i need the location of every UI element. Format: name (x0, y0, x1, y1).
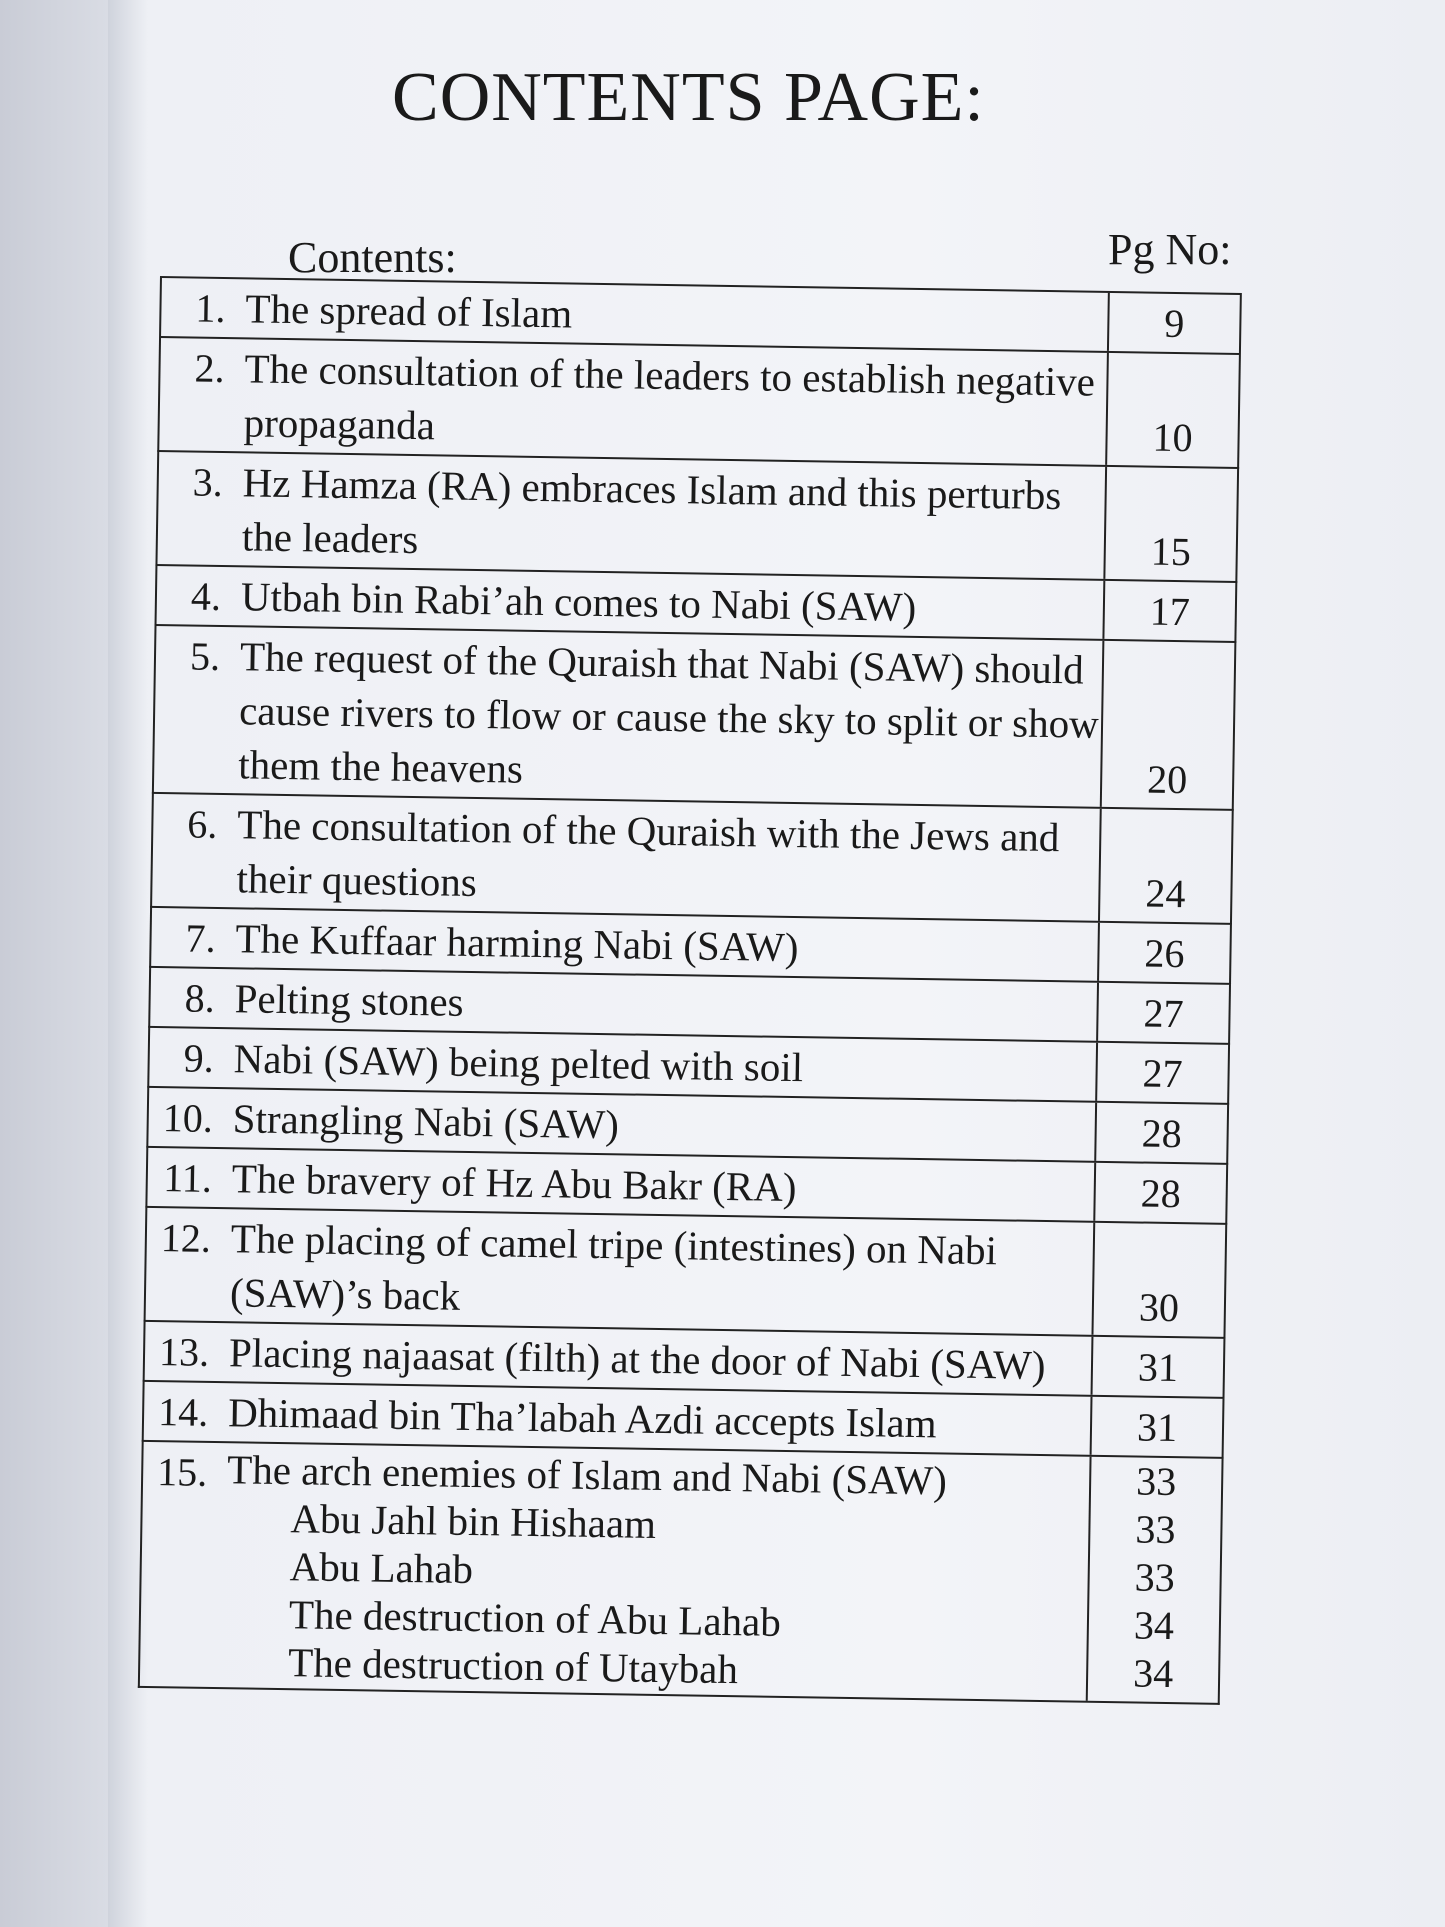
entry-page (1100, 641, 1235, 809)
entry-page (1091, 1337, 1224, 1397)
sub-entry-title: Abu Lahab (289, 1543, 474, 1593)
entry-title: Nabi (SAW) being pelted with soil (233, 1035, 804, 1091)
entry-page (1093, 1163, 1226, 1223)
entry-page (1096, 983, 1229, 1043)
entry-number: 12. (160, 1215, 212, 1261)
book-spine (0, 0, 108, 1927)
page-number-column-label: Pg No: (1108, 225, 1232, 274)
entry-number: 3. (192, 459, 224, 506)
entry-title: The Kuffaar harming Nabi (SAW) (235, 915, 799, 971)
entry-number: 13. (158, 1329, 210, 1375)
sub-entry-page: 33 (1135, 1506, 1176, 1553)
sub-entry-page: 33 (1134, 1554, 1176, 1601)
entry-number: 14. (157, 1389, 209, 1435)
entry-page-column (1086, 1457, 1222, 1703)
contents-column-label: Contents: (288, 233, 457, 282)
entry-title: Strangling Nabi (SAW) (232, 1095, 620, 1148)
entry-page-value: 26 (1144, 930, 1185, 977)
entry-page-value: 24 (1145, 870, 1186, 917)
entry-page-value: 31 (1136, 1404, 1178, 1451)
entry-title: The consultation of the leaders to establish negative propaganda (243, 345, 1096, 449)
table-row (150, 794, 1234, 925)
entry-page (1102, 581, 1235, 641)
entry-page-value: 28 (1140, 1170, 1182, 1217)
table-row (152, 626, 1237, 811)
table-row (144, 1208, 1228, 1339)
entry-title: Placing najaasat (filth) at the door of Nabi (SAW) (228, 1329, 1046, 1389)
entry-number: 15. (156, 1449, 208, 1495)
entry-page-value: 9 (1164, 300, 1185, 347)
entry-number: 8. (184, 975, 216, 1021)
table-row (155, 452, 1239, 583)
entry-number: 2. (194, 345, 225, 392)
entry-number: 4. (190, 573, 222, 619)
entry-page-value: 30 (1138, 1284, 1180, 1331)
entry-number: 5. (189, 633, 221, 679)
sub-entry-page: 34 (1132, 1650, 1174, 1697)
entry-page-value: 27 (1142, 1050, 1183, 1097)
entry-number: 11. (162, 1155, 213, 1201)
sub-entry-page: 34 (1133, 1602, 1175, 1649)
entry-title: The request of the Quraish that Nabi (SAW) should cause rivers to flow or cause the sky to split or show them the heavens (237, 633, 1100, 792)
entry-title: The arch enemies of Islam and Nabi (SAW) (226, 1446, 948, 1504)
entry-page (1097, 923, 1230, 983)
entry-page-value: 17 (1149, 588, 1191, 635)
entry-page (1094, 1103, 1227, 1163)
entry-title: Hz Hamza (RA) embraces Islam and this perturbs the leaders (241, 459, 1062, 563)
sub-entry-title: The destruction of Utaybah (287, 1639, 739, 1693)
entry-page (1090, 1397, 1223, 1457)
table-row (157, 338, 1241, 469)
entry-title: The consultation of the Quraish with the Jews and their questions (236, 801, 1060, 906)
entry-number: 9. (183, 1035, 215, 1081)
entry-page-value: 10 (1152, 414, 1193, 461)
entry-page-value: 28 (1141, 1110, 1183, 1157)
entry-page: 33 (1135, 1458, 1177, 1505)
entry-title: The bravery of Hz Abu Bakr (RA) (231, 1155, 797, 1211)
entry-number: 6. (187, 801, 218, 847)
contents-table (138, 276, 1242, 1705)
entry-number: 7. (185, 915, 216, 961)
entry-page-value: 27 (1143, 990, 1184, 1037)
entry-page (1098, 809, 1232, 923)
entry-page-value: 15 (1150, 528, 1192, 575)
entry-title: Dhimaad bin Tha’labah Azdi accepts Islam (227, 1389, 937, 1447)
entry-page (1105, 353, 1239, 467)
entry-page (1091, 1223, 1225, 1337)
entry-title: Pelting stones (234, 975, 464, 1025)
table-row (138, 1442, 1224, 1705)
entry-title: Utbah bin Rabi’ah comes to Nabi (SAW) (240, 573, 917, 630)
entry-page (1103, 467, 1237, 581)
entry-title: The placing of camel tripe (intestines) on Nabi (SAW)’s back (229, 1215, 998, 1319)
sub-entry-title: The destruction of Abu Lahab (288, 1591, 782, 1645)
sub-entry-title: Abu Jahl bin Hishaam (290, 1495, 657, 1547)
entry-page-value: 20 (1146, 756, 1188, 803)
page-title: CONTENTS PAGE: (392, 59, 985, 136)
entry-page (1095, 1043, 1228, 1103)
entry-page (1107, 293, 1240, 353)
entry-number: 10. (162, 1095, 214, 1141)
entry-page-value: 31 (1137, 1344, 1179, 1391)
entry-number: 1. (195, 285, 226, 332)
entry-title: The spread of Islam (245, 285, 573, 337)
